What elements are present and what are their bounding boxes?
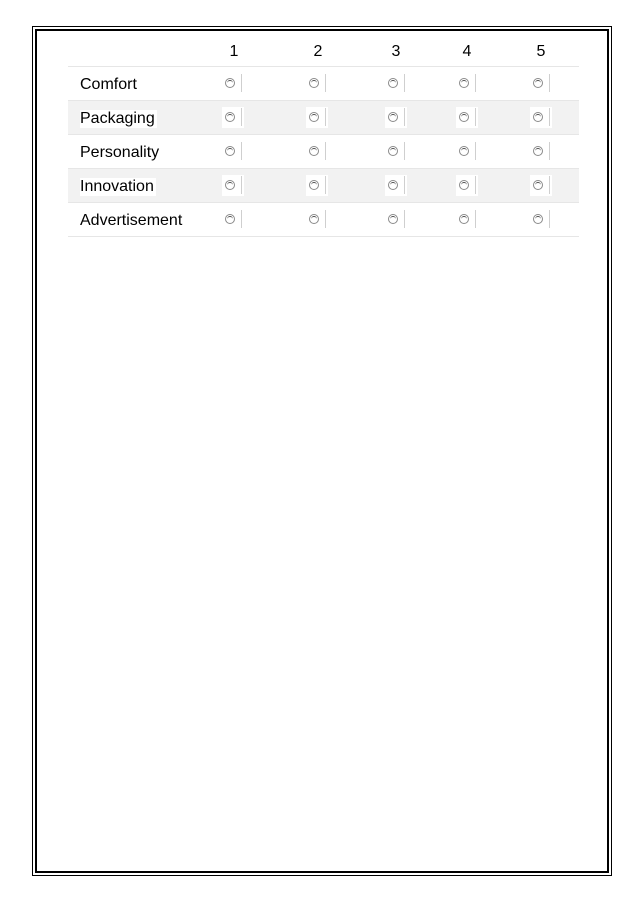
radio-cell (530, 73, 552, 94)
cell-divider (325, 142, 326, 160)
cell-divider (404, 210, 405, 228)
cell-divider (549, 142, 550, 160)
scale-header-1: 1 (229, 43, 239, 60)
radio-cell (306, 141, 328, 162)
cell-divider (475, 176, 476, 194)
radio-cell (385, 141, 407, 162)
radio-cell (222, 209, 244, 230)
radio-cell (530, 209, 552, 230)
radio-option-4[interactable] (459, 112, 469, 122)
radio-cell (456, 209, 478, 230)
radio-option-5[interactable] (533, 214, 543, 224)
radio-cell (456, 73, 478, 94)
radio-option-3[interactable] (388, 146, 398, 156)
radio-option-2[interactable] (309, 180, 319, 190)
cell-divider (325, 108, 326, 126)
radio-option-4[interactable] (459, 180, 469, 190)
cell-divider (404, 108, 405, 126)
rating-row-personality (68, 135, 579, 169)
radio-option-2[interactable] (309, 78, 319, 88)
radio-cell (456, 107, 478, 128)
radio-cell (222, 141, 244, 162)
radio-option-2[interactable] (309, 214, 319, 224)
radio-option-5[interactable] (533, 180, 543, 190)
radio-cell (306, 73, 328, 94)
rating-row-comfort (68, 67, 579, 101)
row-label: Comfort (80, 76, 137, 93)
radio-option-3[interactable] (388, 180, 398, 190)
row-label: Innovation (80, 178, 154, 195)
radio-cell (530, 141, 552, 162)
radio-option-1[interactable] (225, 112, 235, 122)
radio-option-5[interactable] (533, 112, 543, 122)
radio-option-3[interactable] (388, 214, 398, 224)
cell-divider (241, 142, 242, 160)
radio-cell (456, 141, 478, 162)
cell-divider (549, 176, 550, 194)
cell-divider (241, 74, 242, 92)
radio-option-4[interactable] (459, 78, 469, 88)
cell-divider (325, 74, 326, 92)
cell-divider (325, 210, 326, 228)
radio-cell (385, 107, 407, 128)
radio-option-1[interactable] (225, 78, 235, 88)
radio-option-1[interactable] (225, 180, 235, 190)
rating-row-innovation (68, 169, 579, 203)
radio-cell (306, 175, 328, 196)
radio-option-2[interactable] (309, 146, 319, 156)
radio-cell (306, 107, 328, 128)
row-label: Advertisement (80, 212, 183, 229)
radio-cell (456, 175, 478, 196)
radio-option-3[interactable] (388, 112, 398, 122)
cell-divider (325, 176, 326, 194)
cell-divider (475, 108, 476, 126)
radio-cell (530, 175, 552, 196)
radio-option-4[interactable] (459, 146, 469, 156)
scale-header-5: 5 (536, 43, 546, 60)
radio-option-5[interactable] (533, 146, 543, 156)
radio-option-5[interactable] (533, 78, 543, 88)
cell-divider (241, 210, 242, 228)
cell-divider (475, 142, 476, 160)
row-label: Packaging (80, 110, 155, 127)
radio-cell (222, 73, 244, 94)
rating-matrix (0, 36, 638, 237)
scale-header-4: 4 (462, 43, 472, 60)
radio-option-1[interactable] (225, 146, 235, 156)
rating-rows (68, 67, 579, 237)
radio-cell (385, 175, 407, 196)
cell-divider (549, 210, 550, 228)
rating-row-advertisement (68, 203, 579, 237)
radio-cell (306, 209, 328, 230)
cell-divider (404, 176, 405, 194)
radio-option-3[interactable] (388, 78, 398, 88)
scale-header-2: 2 (313, 43, 323, 60)
scale-header-3: 3 (391, 43, 401, 60)
radio-cell (222, 107, 244, 128)
row-label: Personality (80, 144, 160, 161)
radio-option-2[interactable] (309, 112, 319, 122)
radio-option-4[interactable] (459, 214, 469, 224)
cell-divider (241, 108, 242, 126)
cell-divider (404, 74, 405, 92)
radio-option-1[interactable] (225, 214, 235, 224)
scale-header-row (68, 36, 579, 67)
cell-divider (475, 74, 476, 92)
radio-cell (385, 73, 407, 94)
rating-row-packaging (68, 101, 579, 135)
cell-divider (404, 142, 405, 160)
radio-cell (385, 209, 407, 230)
radio-cell (530, 107, 552, 128)
radio-cell (222, 175, 244, 196)
cell-divider (549, 74, 550, 92)
cell-divider (475, 210, 476, 228)
cell-divider (549, 108, 550, 126)
cell-divider (241, 176, 242, 194)
